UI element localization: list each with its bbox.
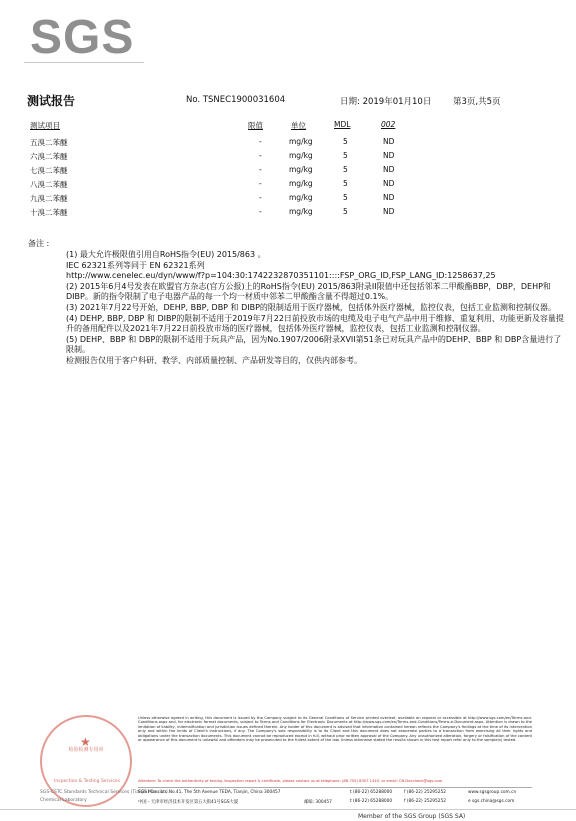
notes-list bbox=[66, 250, 566, 367]
table-row bbox=[0, 193, 576, 206]
cell-result: ND bbox=[383, 179, 395, 188]
footer-divider bbox=[0, 809, 576, 810]
address-divider bbox=[138, 787, 532, 788]
cell-item: 七溴二苯醚 bbox=[30, 166, 68, 175]
cell-limit: - bbox=[259, 193, 262, 202]
cell-limit: - bbox=[259, 151, 262, 160]
note-item: (3) 2021年7月22号开始，DEHP, BBP, DBP 和 DIBP的限制适用于医疗器械，包括体外医疗器械，监控仪表，包括工业监测和控制仪器。 bbox=[66, 302, 556, 312]
cell-unit: mg/kg bbox=[289, 179, 313, 188]
cell-item: 五溴二苯醚 bbox=[30, 138, 68, 147]
cell-unit: mg/kg bbox=[289, 151, 313, 160]
table-row bbox=[0, 151, 576, 164]
note-item: (5) DEHP、BBP 和 DBP的限制不适用于玩具产品，因为No.1907/2006附录XVII第51条已对玩具产品中的DEHP、BBP 和 DBP含量进行了限制。 bbox=[66, 334, 562, 355]
cell-limit: - bbox=[259, 207, 262, 216]
col-header-limit: 限值 bbox=[248, 121, 263, 130]
fax-number: f (86-22) 25295252 bbox=[404, 799, 446, 804]
cell-item: 六溴二苯醚 bbox=[30, 152, 68, 161]
table-row bbox=[0, 179, 576, 192]
cell-unit: mg/kg bbox=[289, 137, 313, 146]
cell-result: ND bbox=[383, 207, 395, 216]
cell-result: ND bbox=[383, 137, 395, 146]
cell-result: ND bbox=[383, 165, 395, 174]
lab-name: Chemical Laboratory bbox=[40, 798, 87, 803]
note-item: (1) 最大允许极限值引用自RoHS指令(EU) 2015/863 。 bbox=[66, 250, 266, 259]
cell-unit: mg/kg bbox=[289, 193, 313, 202]
note-item: (4) DEHP, BBP, DBP 和 DIBP的限制不适用于2019年7月22日前投放市场的电缆及电子电气产品中用于维修、重复利用、功能更新及容量提升的备用配件以及2021年7月22日前投放市场的医疗器械，包括体外医疗器械，监控仪表，包括工业监测和控制仪器。 bbox=[66, 313, 564, 334]
cell-item: 八溴二苯醚 bbox=[30, 180, 68, 189]
group-membership: Member of the SGS Group (SGS SA) bbox=[358, 813, 466, 820]
phone-number: t (86-22) 65288000 bbox=[350, 799, 393, 804]
sgs-logo: SGS bbox=[30, 11, 135, 64]
table-row bbox=[0, 165, 576, 178]
report-title: 测试报告 bbox=[27, 94, 76, 108]
cell-mdl: 5 bbox=[343, 165, 348, 174]
cell-unit: mg/kg bbox=[289, 165, 313, 174]
col-header-mdl: MDL bbox=[334, 120, 351, 129]
table-row bbox=[0, 137, 576, 150]
notes-label: 备注 : bbox=[28, 239, 50, 248]
cell-mdl: 5 bbox=[343, 193, 348, 202]
address-cn: 中国・天津市经济技术开发区第五大街41号SGS大厦 bbox=[138, 800, 239, 805]
website-link[interactable]: www.sgsgroup.com.cn bbox=[468, 790, 517, 795]
star-icon: ★ bbox=[80, 735, 91, 749]
cell-item: 九溴二苯醚 bbox=[30, 194, 68, 203]
col-header-unit: 单位 bbox=[291, 121, 306, 130]
cell-mdl: 5 bbox=[343, 207, 348, 216]
seal-text: 检验检测专用章 bbox=[68, 747, 104, 753]
cell-result: ND bbox=[383, 193, 395, 202]
authenticity-notice: Attention: To check the authenticity of testing /inspection report & certificate, please contact us at telephone: (86-755) 8307 1443, or email: CN.Doccheck@sgs.com bbox=[138, 779, 443, 783]
terms-fine-print: Unless otherwise agreed in writing, this document is issued by the Company subject to its General Conditions of Service printed overleaf, available on request or accessible at http://www.sgs.com/en/Terms-and-Conditions.aspx and, for electronic format documents, subject to Terms and Conditions for Electronic Documents at http://www.sgs.com/en/Terms-and-Conditions/Terms-e-Document.aspx. Attention is drawn to the limitation of liability, indemnification and jurisdiction issues defined therein. Any holder of this document is advised that information contained hereon reflects the Company's findings at the time of its intervention only and within the limits of Client's instructions, if any. The Company's sole responsibility is to its Client and this document does not exonerate parties to a transaction from exercising all their rights and obligations under the transaction documents. This document cannot be reproduced except in full, without prior written approval of the Company. Any unauthorized alteration, forgery or falsification of the content or appearance of this document is unlawful and offenders may be prosecuted to the fullest extent of the law. Unless otherwise stated the results shown in this test report refer only to the sample(s) tested. bbox=[138, 716, 532, 743]
postcode: 邮编: 300457 bbox=[304, 800, 332, 805]
note-item: IEC 62321系列等同于 EN 62321系列 bbox=[66, 260, 205, 270]
cell-limit: - bbox=[259, 137, 262, 146]
note-item: (2) 2015年6月4号发表在欧盟官方杂志(官方公报)上的RoHS指令(EU) 2015/863附录II限值中还包括邻苯二甲酸酯BBP，DBP，DEHP和DIBP。新的指令限制了电子电器产品的每一个均一材质中邻苯二甲酸酯含量不得超过0.1%。 bbox=[66, 281, 551, 302]
cell-limit: - bbox=[259, 165, 262, 174]
report-date: 日期: 2019年01月10日 bbox=[340, 97, 432, 107]
logo-divider bbox=[24, 62, 144, 63]
cell-mdl: 5 bbox=[343, 137, 348, 146]
email-link[interactable]: e sgs.china@sgs.com bbox=[468, 799, 515, 804]
fax-number: f (86-22) 25295252 bbox=[404, 790, 446, 795]
cell-mdl: 5 bbox=[343, 151, 348, 160]
address-en: SGS Mansion, No.41, The 5th Avenue TEDA, Tianjin, China 300457 bbox=[138, 790, 281, 795]
phone-number: t (86-22) 65288000 bbox=[350, 790, 393, 795]
cell-mdl: 5 bbox=[343, 179, 348, 188]
note-item: 检测报告仅用于客户科研、教学、内部质量控制、产品研发等目的，仅供内部参考。 bbox=[66, 355, 362, 365]
col-header-item: 测试项目 bbox=[30, 121, 60, 130]
cell-limit: - bbox=[259, 179, 262, 188]
seal-subtext: Inspection & Testing Services bbox=[54, 779, 120, 784]
page-indicator: 第3页,共5页 bbox=[453, 97, 501, 107]
issuing-company: SGS-CSTC Standards Technical Services (Tianjin) Co., Ltd. bbox=[40, 790, 170, 795]
cell-item: 十溴二苯醚 bbox=[30, 208, 68, 217]
cell-unit: mg/kg bbox=[289, 207, 313, 216]
report-number: No. TSNEC1900031604 bbox=[186, 95, 286, 105]
table-row bbox=[0, 207, 576, 220]
col-header-result: 002 bbox=[381, 120, 396, 129]
note-link[interactable]: http://www.cenelec.eu/dyn/www/f?p=104:30:1742232870351101::::FSP_ORG_ID,FSP_LANG_ID:1258637,25 bbox=[66, 271, 496, 281]
cell-result: ND bbox=[383, 151, 395, 160]
